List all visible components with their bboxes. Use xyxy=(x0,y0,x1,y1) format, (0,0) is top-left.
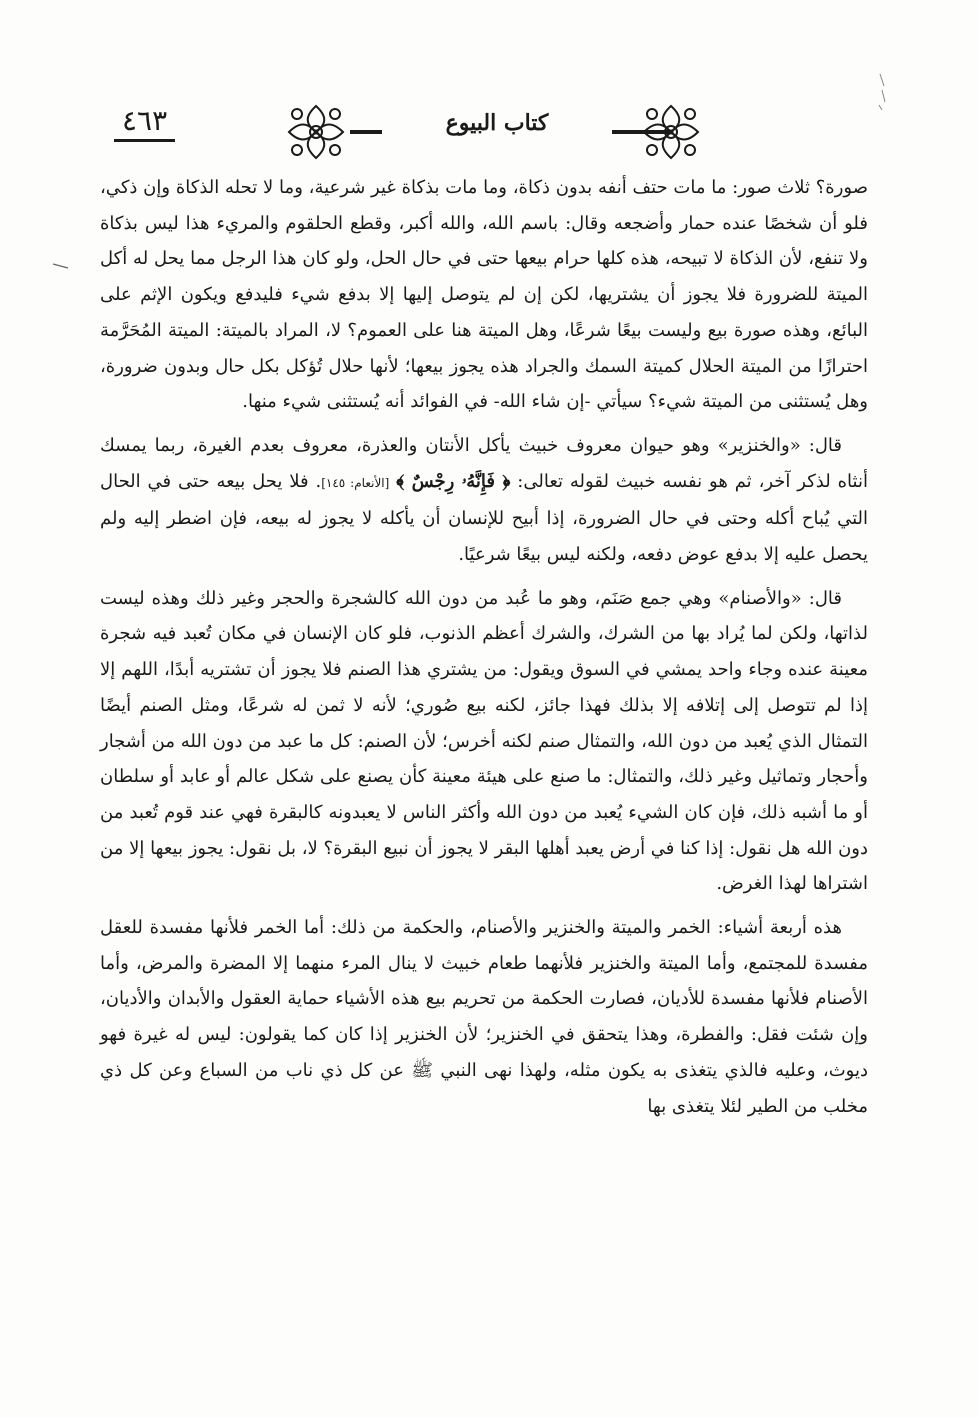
margin-mark-icon xyxy=(52,262,70,270)
left-ornament-icon xyxy=(283,102,349,162)
page-number: ٤٦٣ xyxy=(114,104,175,142)
page-body xyxy=(100,170,868,1124)
quran-verse: ﴿ فَإِنَّهُۥ رِجْسٌ ﴾ xyxy=(396,470,511,492)
paragraph: هذه أربعة أشياء: الخمر والميتة والخنزير والأصنام، والحكمة من ذلك: أما الخمر فلأنها مفسدة للعقل مفسدة للمجتمع، وأما الميتة والخنزير فلأنهما طعام خبيث لا ينال المرء منهما إلا المضرة والمرض، وأما الأصنام فلأنها مفسدة للأديان، فصارت الحكمة من تحريم بيع هذه الأشياء حماية العقول والأبدان والأديان، وإن شئت فقل: والفطرة، وهذا يتحقق في الخنزير؛ لأن الخنزير إذا كان كما يقولون: ليس له غيرة فهو ديوث، وعليه فالذي يتغذى به يكون مثله، ولهذا نهى النبي ﷺ عن كل ذي ناب من السباع وعن كل ذي مخلب من الطير لئلا يتغذى بها xyxy=(100,917,868,1117)
paragraph: قال: «والأصنام» وهي جمع صَنَم، وهو ما عُبد من دون الله كالشجرة والحجر وغير ذلك وهذه ليست لذاتها، ولكن لما يُراد بها من الشرك، والشرك أعظم الذنوب، فلو كان الإنسان في مكان تُعبد فيه شجرة معينة عنده وجاء واحد يمشي في السوق ويقول: من يشتري هذا الصنم فلا يجوز أن تشتريه أبدًا، اللهم إلا إذا لم تتوصل إلى إتلافه إلا بذلك فهذا جائز، لكنه بيع صُوري؛ لأنه لا ثمن له شرعًا، ومثل الصنم أيضًا التمثال الذي يُعبد من دون الله، والتمثال صنم لكنه أخرس؛ لأن الصنم: كل ما عبد من دون الله من أشجار وأحجار وتماثيل وغير ذلك، والتمثال: ما صنع على هيئة معينة كأن يصنع على شكل عالم أو عابد أو سلطان أو ما أشبه ذلك، فإن كان الشيء يُعبد من دون الله وأكثر الناس لا يعبدونه كالبقرة فهي عند قوم تُعبد من دون الله هل نقول: إذا كنا في أرض يعبد أهلها البقر لا يجوز أن نبيع البقرة؟ لا، بل نقول: يجوز بيعها إلا من اشتراها لهذا الغرض. xyxy=(100,587,869,895)
paragraph-text: قال: «والخنزير» وهو حيوان معروف خبيث يأكل الأنتان والعذرة، معروف بعدم الغيرة، ربما يمسك أنثاه لذكر آخر، ثم هو نفسه خبيث لقوله تعالى: xyxy=(100,434,868,492)
verse-citation: [الأنعام: ١٤٥] xyxy=(321,475,390,490)
page-header xyxy=(100,98,870,168)
paragraph-text: . فلا يحل بيعه حتى في الحال التي يُباح أكله وحتى في حال الضرورة، إذا أبيح للإنسان أن يأكله لا يجوز له بيعه، فإن اضطر إليه ولم يحصل عليه إلا بدفع عوض دفعه، ولكنه ليس بيعًا شرعيًا. xyxy=(100,470,868,566)
paragraph xyxy=(100,428,868,573)
margin-mark-icon xyxy=(876,72,890,112)
paragraph: صورة؟ ثلاث صور: ما مات حتف أنفه بدون ذكاة، وما مات بذكاة غير شرعية، وما لا تحله الذكاة وإن ذكي، فلو أن شخصًا عنده حمار وأضجعه وقال: باسم الله، والله أكبر، وقطع الحلقوم والمريء هذا ليس بذكاة ولا تنفع، لأن الذكاة لا تبيحه، هذه كلها حرام بيعها حتى في حال الحل، ولو كان هذا الرجل مما يحل له أكل الميتة للضرورة فلا يجوز أن يشتريها، لكن إن لم يتوصل إليها إلا بدفع شيء فليدفع ويكون الإثم على البائع، وهذه صورة بيع وليست بيعًا شرعًا، وهل الميتة هنا على العموم؟ لا، المراد بالميتة: الميتة المُحَرَّمة احترازًا من الميتة الحلال كميتة السمك والجراد هذه يجوز بيعها؛ لأنها حلال تُؤكل بكل حال وبدون ضرورة، وهل يُستثنى من الميتة شيء؟ سيأتي -إن شاء الله- في الفوائد أنه يُستثنى شيء منها. xyxy=(100,177,868,413)
section-title: كتاب البيوع xyxy=(382,110,612,136)
right-ornament-icon xyxy=(638,102,704,162)
